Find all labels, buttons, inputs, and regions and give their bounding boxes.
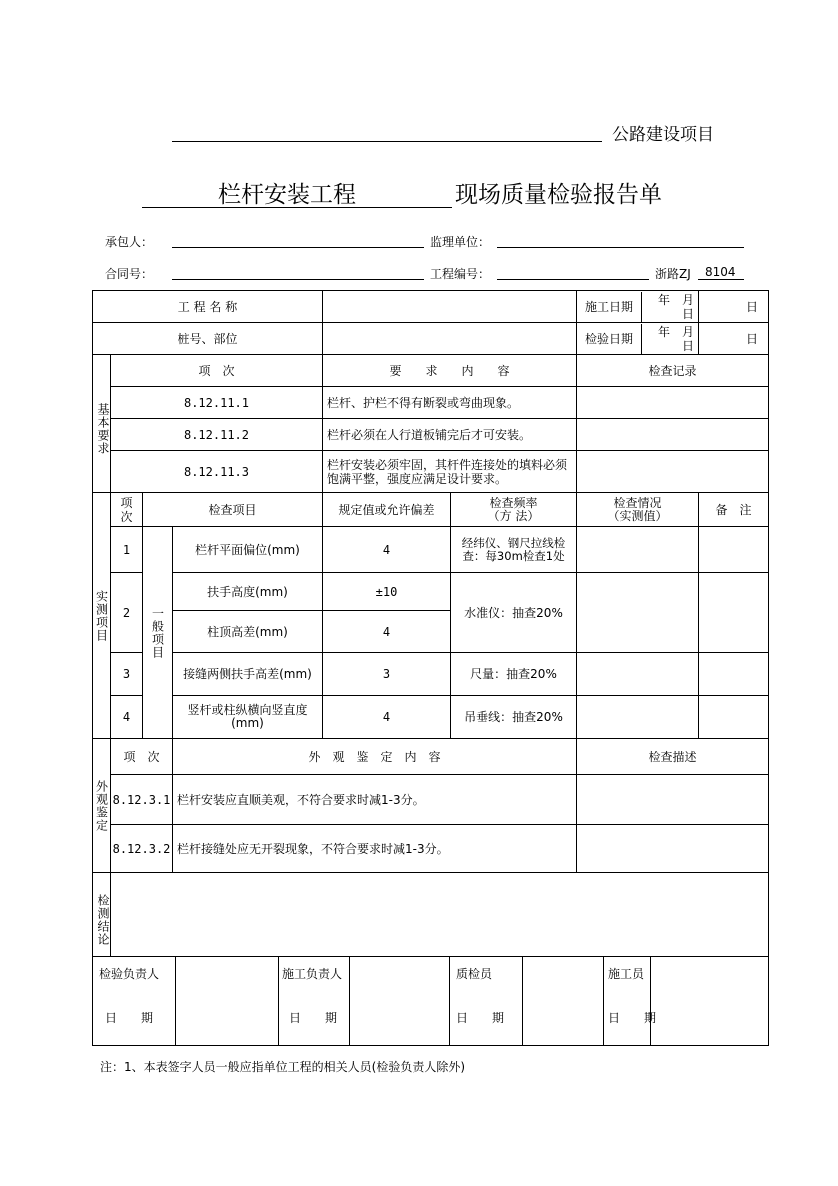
measured-tolerance: 4 bbox=[323, 611, 451, 653]
inspection-form bbox=[92, 290, 769, 1046]
measured-tolerance: 4 bbox=[323, 527, 451, 573]
measured-col-note: 备 注 bbox=[699, 493, 769, 527]
constructor-date-label: 日 期 bbox=[608, 1011, 657, 1025]
basic-text: 栏杆、护栏不得有断裂或弯曲现象。 bbox=[323, 387, 577, 419]
measured-tolerance: 3 bbox=[323, 653, 451, 696]
measured-item: 接缝两侧扶手高差(mm) bbox=[173, 653, 323, 696]
measured-result[interactable] bbox=[577, 653, 699, 696]
appearance-col-desc: 检查描述 bbox=[577, 739, 769, 775]
basic-record[interactable] bbox=[577, 419, 769, 451]
form-code-prefix: 浙路ZJ bbox=[655, 267, 691, 281]
supervisor-field[interactable] bbox=[497, 247, 744, 248]
appearance-section-label: 外观鉴定 bbox=[93, 739, 111, 873]
title-project: 栏杆安装工程 bbox=[218, 182, 356, 208]
station-value[interactable] bbox=[323, 323, 577, 355]
general-items-label: 一般项目 bbox=[143, 527, 173, 739]
measured-col-tolerance: 规定值或允许偏差 bbox=[323, 493, 451, 527]
measured-result[interactable] bbox=[577, 573, 699, 653]
project-name-label: 工 程 名 称 bbox=[93, 291, 323, 323]
table-row bbox=[93, 527, 769, 573]
measured-no: 4 bbox=[111, 696, 143, 739]
appearance-col-item: 项 次 bbox=[111, 739, 173, 775]
basic-code: 8.12.11.3 bbox=[111, 451, 323, 493]
table-row bbox=[93, 653, 769, 696]
table-row bbox=[93, 419, 769, 451]
conclusion-content[interactable] bbox=[111, 873, 769, 957]
inspection-date-day: 日 bbox=[699, 323, 769, 355]
constructor-cell bbox=[604, 957, 657, 1045]
measured-no: 2 bbox=[111, 573, 143, 653]
contract-no-field[interactable] bbox=[172, 279, 424, 280]
quality-inspector-date-label: 日 期 bbox=[456, 1011, 505, 1025]
table-row bbox=[93, 451, 769, 493]
measured-no: 3 bbox=[111, 653, 143, 696]
measured-col-item: 检查项目 bbox=[143, 493, 323, 527]
measured-tolerance: ±10 bbox=[323, 573, 451, 611]
basic-code: 8.12.11.1 bbox=[111, 387, 323, 419]
contractor-field[interactable] bbox=[172, 247, 424, 248]
inspector-label: 检验负责人 bbox=[99, 967, 160, 981]
measured-freq: 经纬仪、钢尺拉线检查：每30m检查1处 bbox=[451, 527, 577, 573]
table-row bbox=[93, 825, 769, 873]
station-label: 桩号、部位 bbox=[93, 323, 323, 355]
measured-tolerance: 4 bbox=[323, 696, 451, 739]
construction-date-day: 日 bbox=[699, 291, 769, 323]
conclusion-section-label: 检测结论 bbox=[93, 873, 111, 957]
basic-record[interactable] bbox=[577, 451, 769, 493]
title-main: 现场质量检验报告单 bbox=[455, 182, 662, 208]
appearance-desc[interactable] bbox=[577, 775, 769, 825]
measured-section-label: 实测项目 bbox=[93, 493, 111, 739]
form-code-underline bbox=[698, 279, 744, 280]
measured-freq: 尺量：抽查20% bbox=[451, 653, 577, 696]
basic-code: 8.12.11.2 bbox=[111, 419, 323, 451]
appearance-text: 栏杆接缝处应无开裂现象，不符合要求时减1-3分。 bbox=[173, 825, 577, 873]
measured-item: 栏杆平面偏位(mm) bbox=[173, 527, 323, 573]
measured-note[interactable] bbox=[699, 527, 769, 573]
appearance-code: 8.12.3.1 bbox=[111, 775, 173, 825]
table-row bbox=[93, 387, 769, 419]
constructor-lead-signature[interactable] bbox=[350, 957, 450, 1045]
appearance-code: 8.12.3.2 bbox=[111, 825, 173, 873]
constructor-lead-cell bbox=[279, 957, 350, 1045]
inspection-date-value[interactable]: 年 月 日 bbox=[658, 324, 707, 353]
construction-date-value[interactable]: 年 月 日 bbox=[658, 292, 707, 321]
measured-no: 1 bbox=[111, 527, 143, 573]
project-name-value[interactable] bbox=[323, 291, 577, 323]
measured-note[interactable] bbox=[699, 653, 769, 696]
measured-col-result: 检查情况 （实测值） bbox=[577, 493, 699, 527]
measured-col-freq: 检查频率 （方 法） bbox=[451, 493, 577, 527]
contract-no-label: 合同号： bbox=[105, 267, 154, 281]
basic-text: 栏杆必须在人行道板铺完后才可安装。 bbox=[323, 419, 577, 451]
constructor-signature[interactable] bbox=[651, 957, 768, 1045]
appearance-desc[interactable] bbox=[577, 825, 769, 873]
measured-note[interactable] bbox=[699, 696, 769, 739]
inspector-date-label: 日 期 bbox=[105, 1011, 154, 1025]
form-code: 8104 bbox=[705, 265, 736, 279]
constructor-lead-label: 施工负责人 bbox=[282, 967, 343, 981]
measured-col-no: 项次 bbox=[111, 493, 143, 527]
measured-freq: 水准仪：抽查20% bbox=[451, 573, 577, 653]
project-no-label: 工程编号： bbox=[430, 267, 491, 281]
basic-col-record: 检查记录 bbox=[577, 355, 769, 387]
inspector-signature[interactable] bbox=[176, 957, 279, 1045]
measured-item: 柱顶高差(mm) bbox=[173, 611, 323, 653]
inspector-sign-cell bbox=[93, 957, 176, 1045]
quality-inspector-label: 质检员 bbox=[456, 967, 493, 981]
project-name-underline bbox=[172, 141, 602, 142]
construction-date-label: 施工日期 bbox=[577, 292, 642, 322]
table-row bbox=[93, 775, 769, 825]
supervisor-label: 监理单位： bbox=[430, 235, 491, 249]
measured-result[interactable] bbox=[577, 696, 699, 739]
measured-item: 扶手高度(mm) bbox=[173, 573, 323, 611]
project-suffix: 公路建设项目 bbox=[612, 125, 714, 145]
basic-text: 栏杆安装必须牢固，其杆件连接处的填料必须饱满平整，强度应满足设计要求。 bbox=[323, 451, 577, 493]
basic-col-item: 项 次 bbox=[111, 355, 323, 387]
quality-inspector-cell bbox=[450, 957, 523, 1045]
constructor-label: 施工员 bbox=[608, 967, 645, 981]
basic-record[interactable] bbox=[577, 387, 769, 419]
inspection-date-label: 检验日期 bbox=[577, 324, 642, 354]
project-no-field[interactable] bbox=[497, 279, 649, 280]
table-row bbox=[93, 696, 769, 739]
measured-item: 竖杆或柱纵横向竖直度(mm) bbox=[173, 696, 323, 739]
appearance-text: 栏杆安装应直顺美观，不符合要求时减1-3分。 bbox=[173, 775, 577, 825]
constructor-lead-date-label: 日 期 bbox=[289, 1011, 338, 1025]
measured-result[interactable] bbox=[577, 527, 699, 573]
footnote: 注：1、本表签字人员一般应指单位工程的相关人员(检验负责人除外) bbox=[100, 1060, 466, 1074]
quality-inspector-signature[interactable] bbox=[523, 957, 604, 1045]
basic-col-content: 要 求 内 容 bbox=[323, 355, 577, 387]
table-row bbox=[93, 573, 769, 611]
measured-note[interactable] bbox=[699, 573, 769, 653]
contractor-label: 承包人： bbox=[105, 235, 154, 249]
title-underline bbox=[142, 207, 452, 208]
basic-section-label: 基本要求 bbox=[93, 355, 111, 493]
measured-freq: 吊垂线：抽查20% bbox=[451, 696, 577, 739]
appearance-col-content: 外 观 鉴 定 内 容 bbox=[173, 739, 577, 775]
